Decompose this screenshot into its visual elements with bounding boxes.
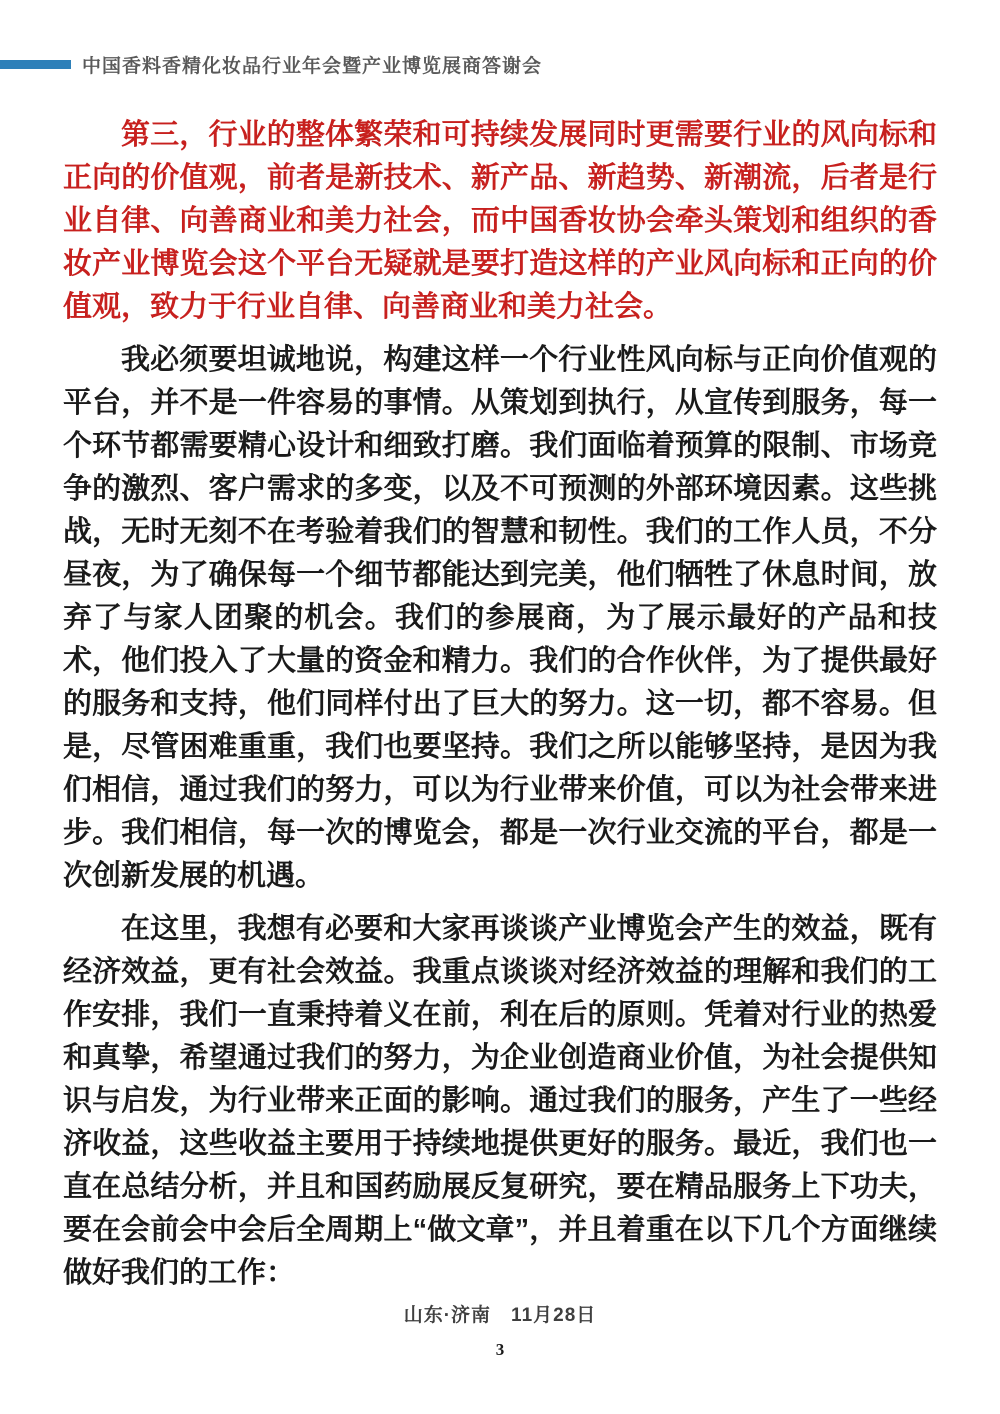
header-accent-bar (0, 60, 71, 69)
paragraph-body-2: 在这里，我想有必要和大家再谈谈产业博览会产生的效益，既有经济效益，更有社会效益。我重点谈谈对经济效益的理解和我们的工作安排，我们一直秉持着义在前，利在后的原则。凭着对行业的热爱和真挚，希望通过我们的努力，为企业创造商业价值，为社会提供知识与启发，为行业带来正面的影响。通过我们的服务，产生了一些经济收益，这些收益主要用于持续地提供更好的服务。最近，我们也一直在总结分析，并且和国药励展反复研究，要在精品服务上下功夫，要在会前会中会后全周期上“做文章”，并且着重在以下几个方面继续做好我们的工作： (63, 913, 937, 1289)
document-header (0, 51, 938, 78)
paragraph-emphasis-red: 第三，行业的整体繁荣和可持续发展同时更需要行业的风向标和正向的价值观，前者是新技术、新产品、新趋势、新潮流，后者是行业自律、向善商业和美力社会，而中国香妆协会牵头策划和组织的香妆产业博览会这个平台无疑就是要打造这样的产业风向标和正向的价值观，致力于行业自律、向善商业和美力社会。 (63, 119, 937, 323)
header-title: 中国香料香精化妆品行业年会暨产业博览展商答谢会 (82, 56, 543, 77)
page-number: 3 (495, 1340, 505, 1359)
document-body (63, 114, 937, 1305)
footer-location-date: 山东·济南 11月28日 (403, 1305, 597, 1326)
paragraph-body-1: 我必须要坦诚地说，构建这样一个行业性风向标与正向价值观的平台，并不是一件容易的事情。从策划到执行，从宣传到服务，每一个环节都需要精心设计和细致打磨。我们面临着预算的限制、市场竞争的激烈、客户需求的多变，以及不可预测的外部环境因素。这些挑战，无时无刻不在考验着我们的智慧和韧性。我们的工作人员，不分昼夜，为了确保每一个细节都能达到完美，他们牺牲了休息时间，放弃了与家人团聚的机会。我们的参展商，为了展示最好的产品和技术，他们投入了大量的资金和精力。我们的合作伙伴，为了提供最好的服务和支持，他们同样付出了巨大的努力。这一切，都不容易。但是，尽管困难重重，我们也要坚持。我们之所以能够坚持，是因为我们相信，通过我们的努力，可以为行业带来价值，可以为社会带来进步。我们相信，每一次的博览会，都是一次行业交流的平台，都是一次创新发展的机遇。 (63, 344, 937, 892)
